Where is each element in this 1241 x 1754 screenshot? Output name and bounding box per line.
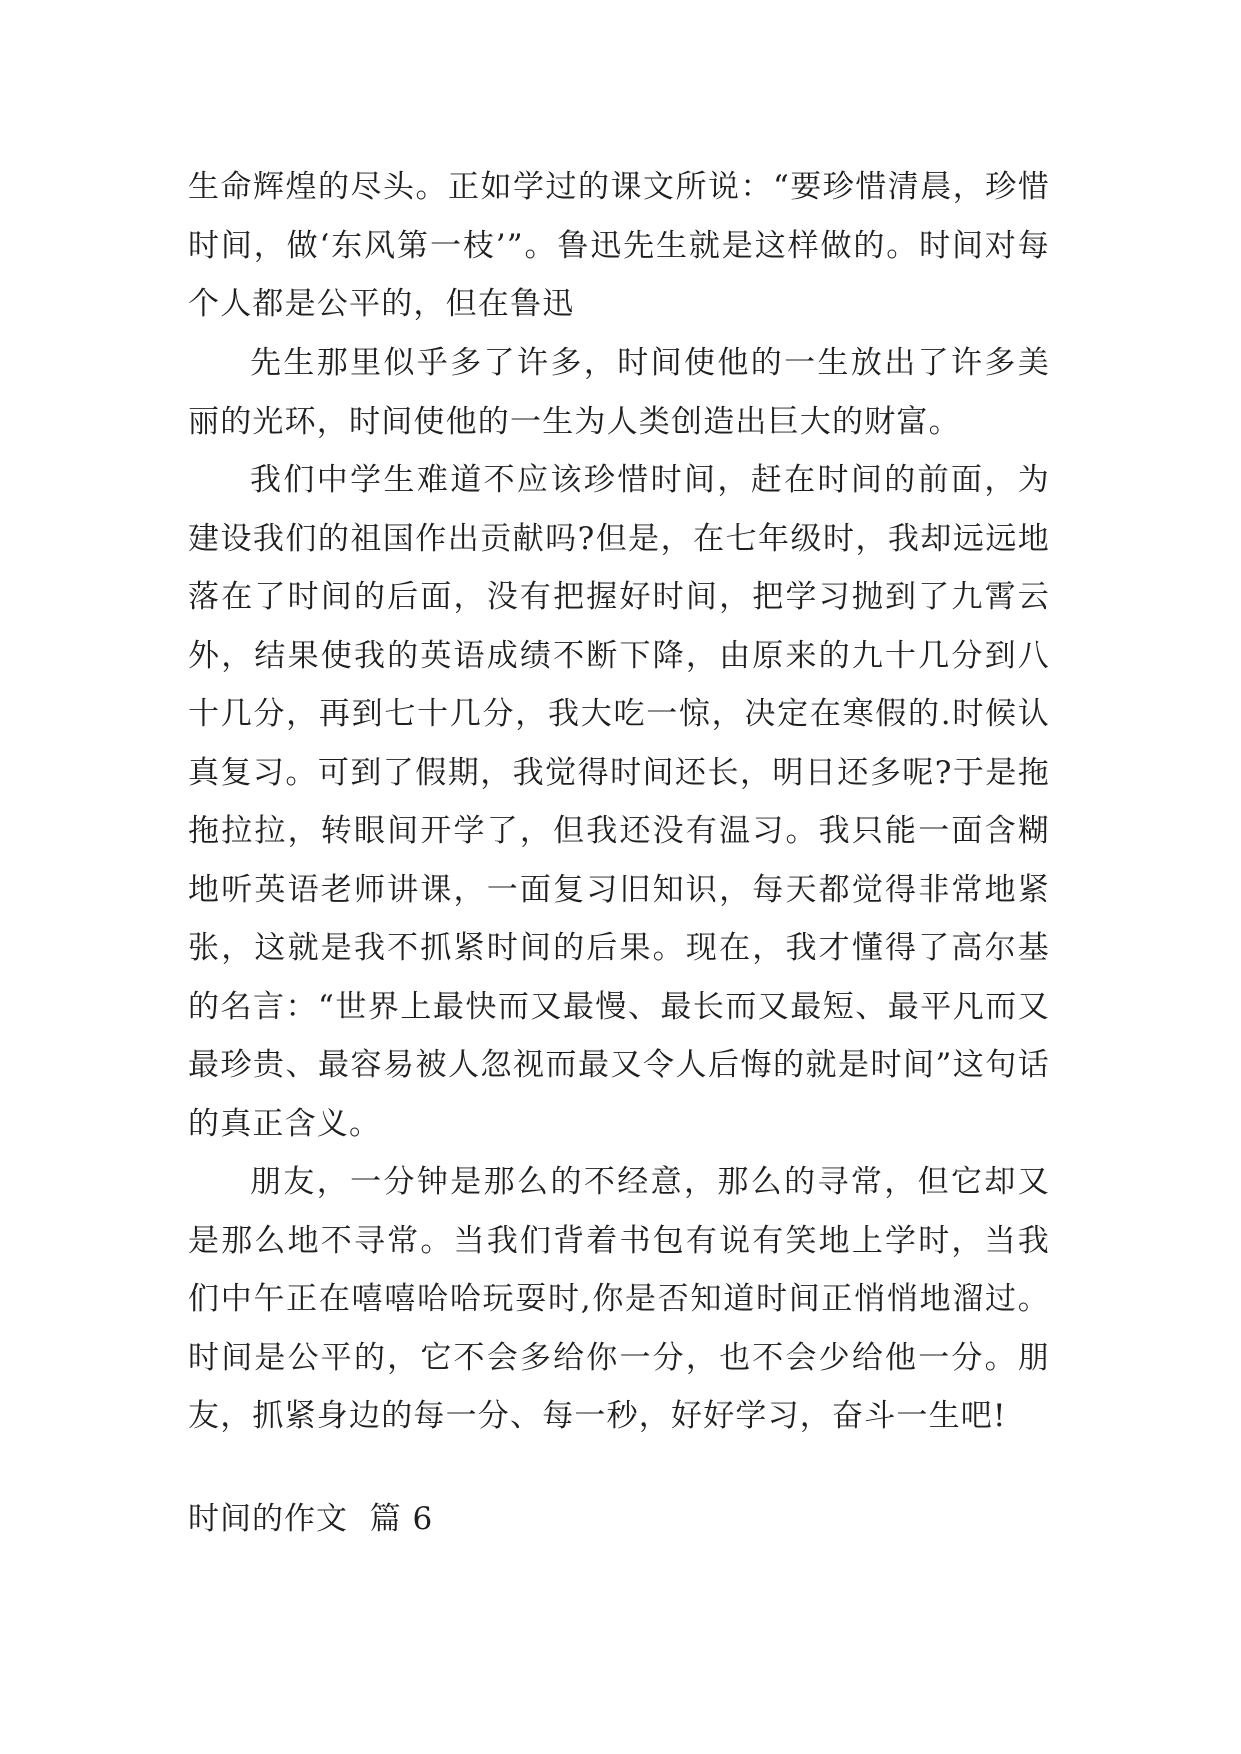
section-heading: 时间的作文 篇 6 (188, 1501, 434, 1537)
paragraph-continuation: 生命辉煌的尽头。正如学过的课文所说：“要珍惜清晨，珍惜时间，做‘东风第一枝’”。鲁迅先生就是这样做的。时间对每个人都是公平的，但在鲁迅 (188, 169, 1050, 322)
paragraph-students: 我们中学生难道不应该珍惜时间，赶在时间的前面，为建设我们的祖国作出贡献吗?但是，在七年级时，我却远远地落在了时间的后面，没有把握好时间，把学习抛到了九霄云外，结果使我的英语成绩不断下降，由原来的九十几分到八十几分，再到七十几分，我大吃一惊，决定在寒假的.时候认真复习。可到了假期，我觉得时间还长，明日还多呢?于是拖拖拉拉，转眼间开学了，但我还没有温习。我只能一面含糊地听英语老师讲课，一面复习旧知识，每天都觉得非常地紧张，这就是我不抓紧时间的后果。现在，我才懂得了高尔基的名言：“世界上最快而又最慢、最长而又最短、最平凡而又最珍贵、最容易被人忽视而最又令人后悔的就是时间”这句话的真正含义。 (188, 462, 1050, 1142)
paragraph-friends: 朋友，一分钟是那么的不经意，那么的寻常，但它却又是那么地不寻常。当我们背着书包有说有笑地上学时，当我们中午正在嘻嘻哈哈玩耍时,你是否知道时间正悄悄地溜过。时间是公平的，它不会多给你一分，也不会少给他一分。朋友，抓紧身边的每一分、每一秒，好好学习，奋斗一生吧! (188, 1164, 1050, 1434)
paragraph-lu-xun: 先生那里似乎多了许多，时间使他的一生放出了许多美丽的光环，时间使他的一生为人类创造出巨大的财富。 (188, 345, 1050, 440)
